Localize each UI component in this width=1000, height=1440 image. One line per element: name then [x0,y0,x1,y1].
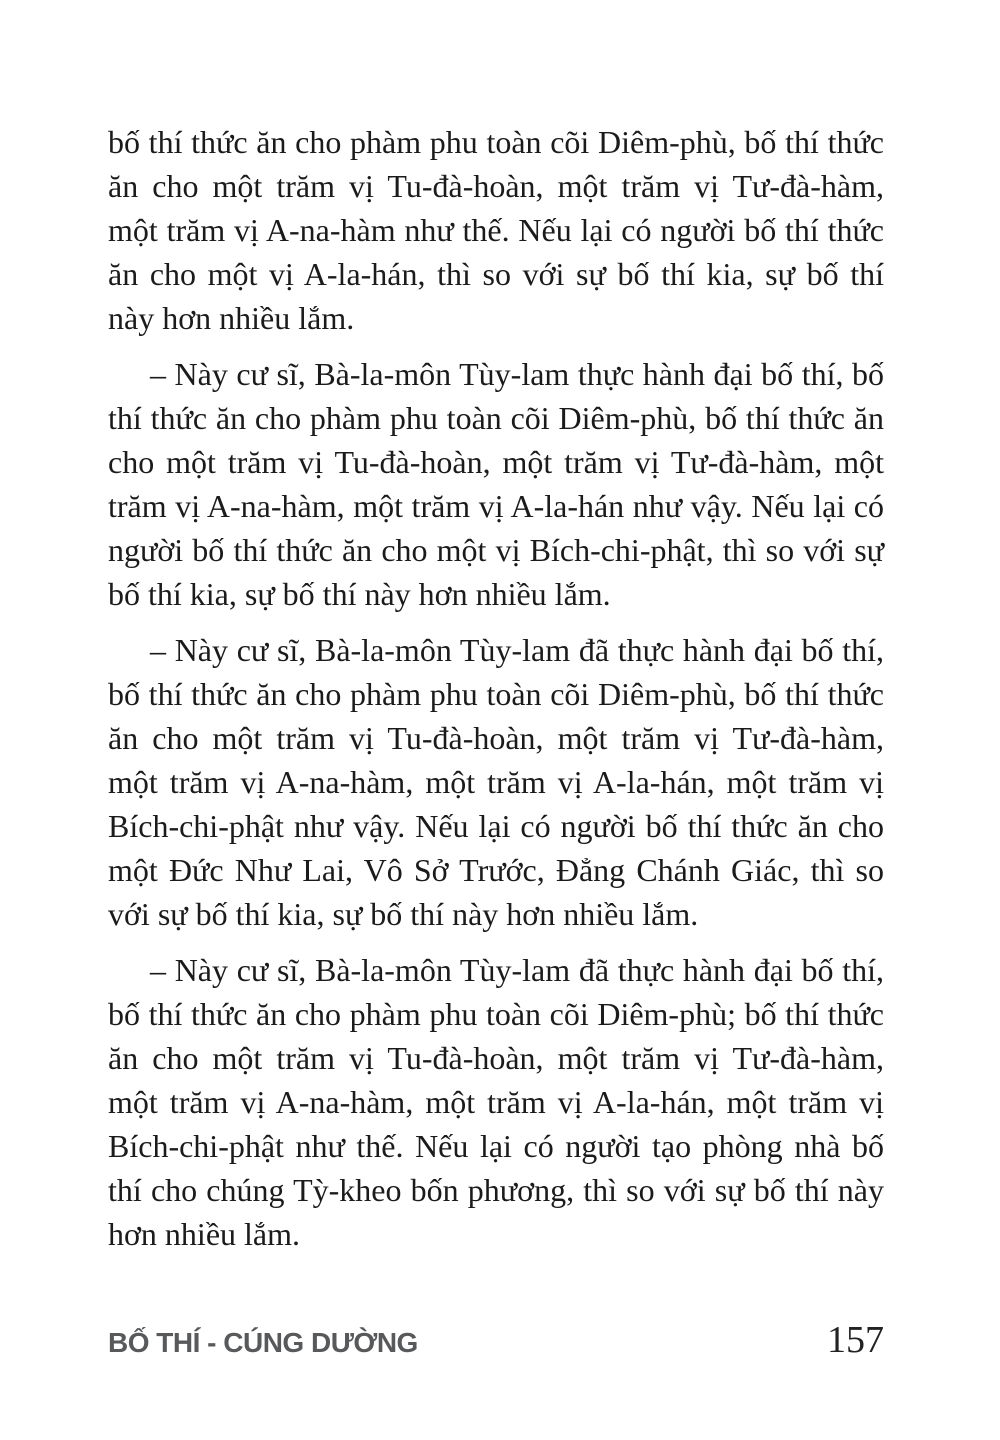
page-number: 157 [827,1319,884,1361]
body-paragraph-4: – Này cư sĩ, Bà-la-môn Tùy-lam đã thực hành đại bố thí, bố thí thức ăn cho phàm phu toàn cõi Diêm-phù; bố thí thức ăn cho một trăm vị Tu-đà-hoàn, một trăm vị Tư-đà-hàm, một trăm vị A-na-hàm, một trăm vị A-la-hán, một trăm vị Bích-chi-phật như thế. Nếu lại có người tạo phòng nhà bố thí cho chúng Tỳ-kheo bốn phương, thì so với sự bố thí này hơn nhiều lắm. [108,952,884,1252]
page-footer [108,1318,884,1362]
body-text-block [108,120,884,1268]
body-paragraph-1: bố thí thức ăn cho phàm phu toàn cõi Diêm-phù, bố thí thức ăn cho một trăm vị Tu-đà-hoàn, một trăm vị Tư-đà-hàm, một trăm vị A-na-hàm như thế. Nếu lại có người bố thí thức ăn cho một vị A-la-hán, thì so với sự bố thí kia, sự bố thí này hơn nhiều lắm. [108,124,884,336]
running-title: BỐ THÍ - CÚNG DƯỜNG [108,1327,418,1358]
body-paragraph-2: – Này cư sĩ, Bà-la-môn Tùy-lam thực hành đại bố thí, bố thí thức ăn cho phàm phu toàn cõi Diêm-phù, bố thí thức ăn cho một trăm vị Tu-đà-hoàn, một trăm vị Tư-đà-hàm, một trăm vị A-na-hàm, một trăm vị A-la-hán như vậy. Nếu lại có người bố thí thức ăn cho một vị Bích-chi-phật, thì so với sự bố thí kia, sự bố thí này hơn nhiều lắm. [108,356,884,612]
body-paragraph-3: – Này cư sĩ, Bà-la-môn Tùy-lam đã thực hành đại bố thí, bố thí thức ăn cho phàm phu toàn cõi Diêm-phù, bố thí thức ăn cho một trăm vị Tu-đà-hoàn, một trăm vị Tư-đà-hàm, một trăm vị A-na-hàm, một trăm vị A-la-hán, một trăm vị Bích-chi-phật như vậy. Nếu lại có người bố thí thức ăn cho một Đức Như Lai, Vô Sở Trước, Đẳng Chánh Giác, thì so với sự bố thí kia, sự bố thí này hơn nhiều lắm. [108,632,884,932]
